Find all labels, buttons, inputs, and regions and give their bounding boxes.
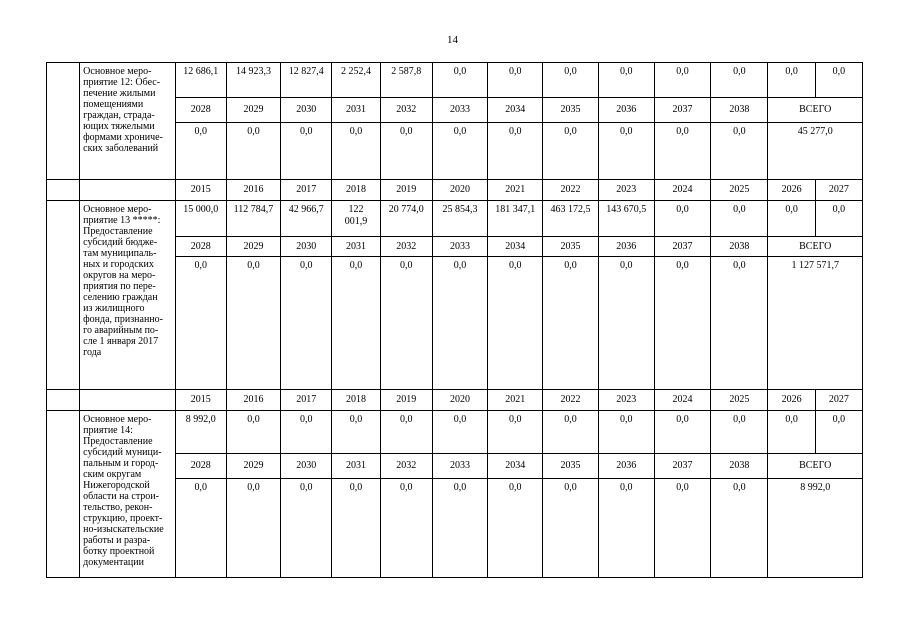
total-value-cell: 1 127 571,7 xyxy=(768,257,863,390)
year-header-cell: 2025 xyxy=(711,390,768,411)
year-header-row xyxy=(47,180,863,201)
year-header-cell: 2020 xyxy=(432,180,487,201)
value-cell: 0,0 xyxy=(711,123,768,180)
value-cell: 0,0 xyxy=(488,123,543,180)
year-header-cell: 2019 xyxy=(380,180,432,201)
year-header-cell: 2035 xyxy=(543,454,598,479)
value-cell: 0,0 xyxy=(711,479,768,578)
value-cell: 0,0 xyxy=(654,63,710,98)
value-cell: 0,0 xyxy=(768,63,815,98)
year-header-cell: 2034 xyxy=(488,237,543,257)
empty-cell xyxy=(80,180,175,201)
value-cell: 0,0 xyxy=(226,257,280,390)
value-cell: 12 686,1 xyxy=(175,63,226,98)
year-header-cell: 2033 xyxy=(432,98,487,123)
value-cell: 0,0 xyxy=(488,479,543,578)
year-header-cell: 2018 xyxy=(332,390,380,411)
year-header-cell: 2020 xyxy=(432,390,487,411)
value-cell: 0,0 xyxy=(815,201,862,237)
value-cell: 0,0 xyxy=(711,63,768,98)
empty-cell xyxy=(47,390,80,411)
empty-cell xyxy=(47,411,80,578)
value-cell: 0,0 xyxy=(281,257,332,390)
year-header-cell: 2037 xyxy=(654,237,710,257)
value-cell: 25 854,3 xyxy=(432,201,487,237)
year-header-cell: 2027 xyxy=(815,390,862,411)
year-header-cell: 2022 xyxy=(543,390,598,411)
value-cell: 0,0 xyxy=(488,63,543,98)
value-cell: 0,0 xyxy=(654,411,710,454)
year-header-cell: 2016 xyxy=(226,180,280,201)
value-cell: 0,0 xyxy=(654,257,710,390)
empty-cell xyxy=(80,390,175,411)
total-value-cell: 45 277,0 xyxy=(768,123,863,180)
value-cell: 0,0 xyxy=(432,63,487,98)
year-header-cell: 2036 xyxy=(598,237,654,257)
year-header-cell: 2035 xyxy=(543,98,598,123)
value-cell: 0,0 xyxy=(598,479,654,578)
year-header-cell: 2030 xyxy=(281,454,332,479)
year-header-cell: 2031 xyxy=(332,454,380,479)
value-cell: 0,0 xyxy=(380,257,432,390)
year-header-cell: 2038 xyxy=(711,98,768,123)
values-row xyxy=(47,63,863,98)
year-header-cell: 2029 xyxy=(226,237,280,257)
value-cell: 143 670,5 xyxy=(598,201,654,237)
empty-cell xyxy=(47,201,80,390)
year-header-cell: 2037 xyxy=(654,98,710,123)
value-cell: 0,0 xyxy=(768,201,815,237)
value-cell: 0,0 xyxy=(332,479,380,578)
year-header-cell: 2017 xyxy=(281,180,332,201)
year-header-cell: 2037 xyxy=(654,454,710,479)
value-cell: 0,0 xyxy=(598,411,654,454)
value-cell: 0,0 xyxy=(543,123,598,180)
value-cell: 0,0 xyxy=(654,201,710,237)
value-cell: 0,0 xyxy=(281,123,332,180)
year-header-cell: 2019 xyxy=(380,390,432,411)
value-cell: 8 992,0 xyxy=(175,411,226,454)
value-cell: 15 000,0 xyxy=(175,201,226,237)
year-header-cell: 2026 xyxy=(768,390,815,411)
year-header-cell: 2024 xyxy=(654,390,710,411)
year-header-cell: 2023 xyxy=(598,390,654,411)
value-cell: 0,0 xyxy=(281,479,332,578)
value-cell: 0,0 xyxy=(654,479,710,578)
measure-name: Основное меро- приятие 13 *****: Предоставление субсидий бюдже- там муниципаль- ных и городских округов на меро- приятия по пере- селению граждан из жилищного фонда, признанно- го аварийным по- сле 1 января 2017 года xyxy=(80,201,175,390)
value-cell: 0,0 xyxy=(815,63,862,98)
value-cell: 0,0 xyxy=(543,257,598,390)
year-header-cell: 2025 xyxy=(711,180,768,201)
value-cell: 12 827,4 xyxy=(281,63,332,98)
value-cell: 0,0 xyxy=(543,63,598,98)
year-header-cell: 2038 xyxy=(711,237,768,257)
year-header-cell: 2032 xyxy=(380,98,432,123)
year-header-cell: 2016 xyxy=(226,390,280,411)
year-header-cell: 2036 xyxy=(598,98,654,123)
value-cell: 42 966,7 xyxy=(281,201,332,237)
year-header-cell: 2021 xyxy=(488,180,543,201)
year-header-cell: 2015 xyxy=(175,390,226,411)
year-header-cell: 2029 xyxy=(226,454,280,479)
value-cell: 0,0 xyxy=(488,257,543,390)
value-cell: 0,0 xyxy=(543,411,598,454)
value-cell: 0,0 xyxy=(768,411,815,454)
empty-cell xyxy=(47,180,80,201)
value-cell: 0,0 xyxy=(226,411,280,454)
value-cell: 0,0 xyxy=(543,479,598,578)
value-cell: 0,0 xyxy=(281,411,332,454)
value-cell: 0,0 xyxy=(175,123,226,180)
value-cell: 0,0 xyxy=(654,123,710,180)
value-cell: 0,0 xyxy=(711,201,768,237)
budget-table xyxy=(46,62,863,578)
year-header-cell: 2018 xyxy=(332,180,380,201)
value-cell: 2 587,8 xyxy=(380,63,432,98)
value-cell: 0,0 xyxy=(332,123,380,180)
year-header-cell: 2027 xyxy=(815,180,862,201)
value-cell: 181 347,1 xyxy=(488,201,543,237)
value-cell: 0,0 xyxy=(380,411,432,454)
value-cell: 0,0 xyxy=(175,479,226,578)
page-number: 14 xyxy=(447,34,458,46)
year-header-cell: 2029 xyxy=(226,98,280,123)
values-row xyxy=(47,411,863,454)
value-cell: 0,0 xyxy=(598,63,654,98)
value-cell: 0,0 xyxy=(332,257,380,390)
value-cell: 20 774,0 xyxy=(380,201,432,237)
year-header-cell: 2035 xyxy=(543,237,598,257)
year-header-cell: 2031 xyxy=(332,98,380,123)
year-header-cell: 2021 xyxy=(488,390,543,411)
value-cell: 0,0 xyxy=(380,479,432,578)
year-header-cell: 2034 xyxy=(488,98,543,123)
total-header-cell: ВСЕГО xyxy=(768,98,863,123)
value-cell: 0,0 xyxy=(598,257,654,390)
value-cell: 0,0 xyxy=(175,257,226,390)
year-header-cell: 2022 xyxy=(543,180,598,201)
year-header-cell: 2028 xyxy=(175,98,226,123)
value-cell: 0,0 xyxy=(226,479,280,578)
budget-table-body xyxy=(47,63,863,578)
value-cell: 0,0 xyxy=(432,123,487,180)
measure-name: Основное меро- приятие 12: Обес- печение жилыми помещениями граждан, страда- ющих тяжелыми формами хрониче- ских заболеваний xyxy=(80,63,175,180)
value-cell: 14 923,3 xyxy=(226,63,280,98)
year-header-row xyxy=(47,390,863,411)
total-header-cell: ВСЕГО xyxy=(768,237,863,257)
value-cell: 0,0 xyxy=(432,411,487,454)
value-cell: 122 001,9 xyxy=(332,201,380,237)
year-header-cell: 2017 xyxy=(281,390,332,411)
year-header-cell: 2033 xyxy=(432,454,487,479)
value-cell: 463 172,5 xyxy=(543,201,598,237)
year-header-cell: 2023 xyxy=(598,180,654,201)
value-cell: 0,0 xyxy=(711,411,768,454)
value-cell: 0,0 xyxy=(711,257,768,390)
value-cell: 0,0 xyxy=(380,123,432,180)
year-header-cell: 2015 xyxy=(175,180,226,201)
value-cell: 0,0 xyxy=(598,123,654,180)
year-header-cell: 2033 xyxy=(432,237,487,257)
value-cell: 0,0 xyxy=(226,123,280,180)
year-header-cell: 2034 xyxy=(488,454,543,479)
measure-name: Основное меро- приятие 14: Предоставление субсидий муници- пальным и город- ским округам Нижегородской области на строи- тельство, рекон- струкцию, проект- но-изыскательские работы и разра- ботку проектной документации xyxy=(80,411,175,578)
value-cell: 0,0 xyxy=(488,411,543,454)
year-header-cell: 2028 xyxy=(175,237,226,257)
value-cell: 0,0 xyxy=(815,411,862,454)
value-cell: 0,0 xyxy=(432,479,487,578)
value-cell: 2 252,4 xyxy=(332,63,380,98)
year-header-cell: 2038 xyxy=(711,454,768,479)
empty-cell xyxy=(47,63,80,180)
year-header-cell: 2031 xyxy=(332,237,380,257)
total-header-cell: ВСЕГО xyxy=(768,454,863,479)
values-row xyxy=(47,201,863,237)
year-header-cell: 2032 xyxy=(380,454,432,479)
year-header-cell: 2030 xyxy=(281,237,332,257)
year-header-cell: 2030 xyxy=(281,98,332,123)
year-header-cell: 2028 xyxy=(175,454,226,479)
value-cell: 0,0 xyxy=(432,257,487,390)
total-value-cell: 8 992,0 xyxy=(768,479,863,578)
year-header-cell: 2036 xyxy=(598,454,654,479)
year-header-cell: 2024 xyxy=(654,180,710,201)
value-cell: 112 784,7 xyxy=(226,201,280,237)
year-header-cell: 2026 xyxy=(768,180,815,201)
value-cell: 0,0 xyxy=(332,411,380,454)
year-header-cell: 2032 xyxy=(380,237,432,257)
